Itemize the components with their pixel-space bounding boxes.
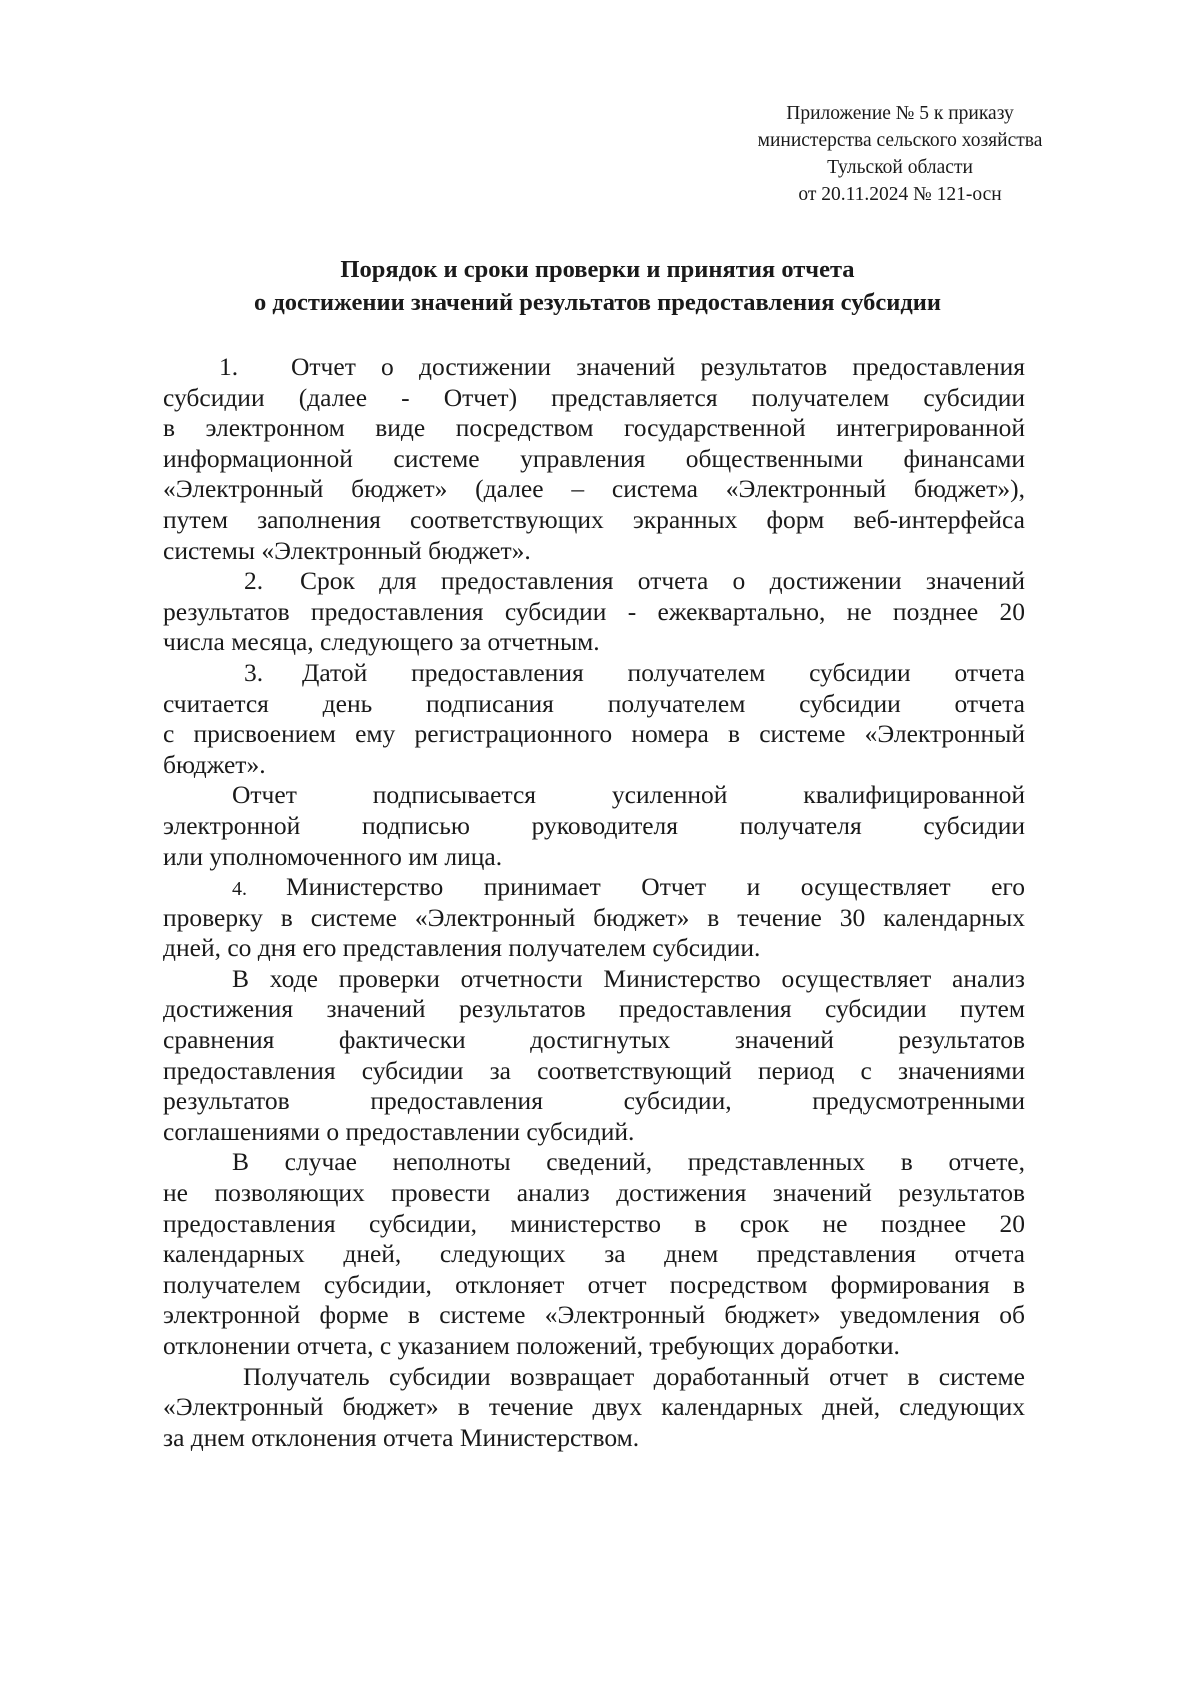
- body-line: [163, 872, 1025, 903]
- body-line: получателем субсидии, отклоняет отчет посредством формирования в: [163, 1269, 1025, 1299]
- body-line: дней, со дня его представления получателем субсидии.: [163, 933, 761, 963]
- body-line: бюджет».: [163, 749, 266, 779]
- body-line: [163, 352, 1025, 383]
- body-line: электронной форме в системе «Электронный бюджет» уведомления об: [163, 1300, 1025, 1330]
- body-line: субсидии (далее - Отчет) представляется получателем субсидии: [163, 382, 1025, 412]
- body-line: [163, 566, 1025, 597]
- body-line: «Электронный бюджет» в течение двух календарных дней, следующих: [163, 1392, 1025, 1422]
- body-line: сравнения фактически достигнутых значений результатов: [163, 1025, 1025, 1055]
- body-line: результатов предоставления субсидии, предусмотренными: [163, 1086, 1025, 1116]
- body-line: достижения значений результатов предоставления субсидии путем: [163, 994, 1025, 1024]
- body-text: Датой предоставления получателем субсидии отчета: [302, 657, 1025, 687]
- body-line: за днем отклонения отчета Министерством.: [163, 1422, 640, 1452]
- document-title: [150, 253, 1045, 319]
- body-line: В случае неполноты сведений, представленных в отчете,: [232, 1147, 1025, 1177]
- body-line: результатов предоставления субсидии - ежеквартально, не позднее 20: [163, 596, 1025, 626]
- body-line: календарных дней, следующих за днем представления отчета: [163, 1239, 1025, 1269]
- body-line: Получатель субсидии возвращает доработанный отчет в системе: [243, 1361, 1025, 1391]
- body-line: электронной подписью руководителя получателя субсидии: [163, 810, 1025, 840]
- body-line: предоставления субсидии за соответствующий период с значениями: [163, 1055, 1025, 1085]
- title-line: о достижении значений результатов предоставления субсидии: [253, 289, 941, 316]
- item-number: 2.: [244, 566, 264, 596]
- body-line: проверку в системе «Электронный бюджет» в течение 30 календарных: [163, 902, 1025, 932]
- header-line: от 20.11.2024 № 121-осн: [798, 184, 1002, 205]
- body-text: Отчет о достижении значений результатов предоставления: [291, 352, 1025, 381]
- body-line: соглашениями о предоставлении субсидий.: [163, 1116, 635, 1146]
- title-line: Порядок и сроки проверки и принятия отчета: [340, 256, 855, 283]
- body-line: системы «Электронный бюджет».: [163, 535, 531, 565]
- body-text: Срок для предоставления отчета о достижении значений: [300, 566, 1025, 596]
- body-line: считается день подписания получателем субсидии отчета: [163, 688, 1025, 718]
- item-number: 4.: [232, 878, 247, 901]
- body-line: не позволяющих провести анализ достижения значений результатов: [163, 1178, 1025, 1208]
- item-number: 1.: [219, 352, 239, 381]
- header-line: Тульской области: [827, 157, 973, 178]
- body-line: «Электронный бюджет» (далее – система «Электронный бюджет»),: [163, 474, 1025, 504]
- body-line: отклонении отчета, с указанием положений, требующих доработки.: [163, 1331, 900, 1360]
- body-line: [163, 658, 1025, 689]
- body-line: Отчет подписывается усиленной квалифицированной: [232, 780, 1025, 810]
- body-line: информационной системе управления общественными финансами: [163, 443, 1025, 473]
- item-number: 3.: [244, 657, 264, 687]
- body-line: в электронном виде посредством государственной интегрированной: [163, 413, 1025, 443]
- body-line: или уполномоченного им лица.: [163, 841, 503, 871]
- document-body: [163, 352, 1025, 1453]
- appendix-header: [700, 100, 1100, 208]
- body-line: путем заполнения соответствующих экранных форм веб-интерфейса: [163, 504, 1025, 534]
- body-line: с присвоением ему регистрационного номера в системе «Электронный: [163, 719, 1025, 749]
- body-line: В ходе проверки отчетности Министерство осуществляет анализ: [232, 963, 1025, 993]
- body-text: Министерство принимает Отчет и осуществляет его: [286, 872, 1025, 902]
- header-line: министерства сельского хозяйства: [757, 130, 1043, 151]
- body-line: числа месяца, следующего за отчетным.: [163, 627, 600, 657]
- body-line: предоставления субсидии, министерство в срок не позднее 20: [163, 1208, 1025, 1238]
- header-line: Приложение № 5 к приказу: [786, 103, 1014, 124]
